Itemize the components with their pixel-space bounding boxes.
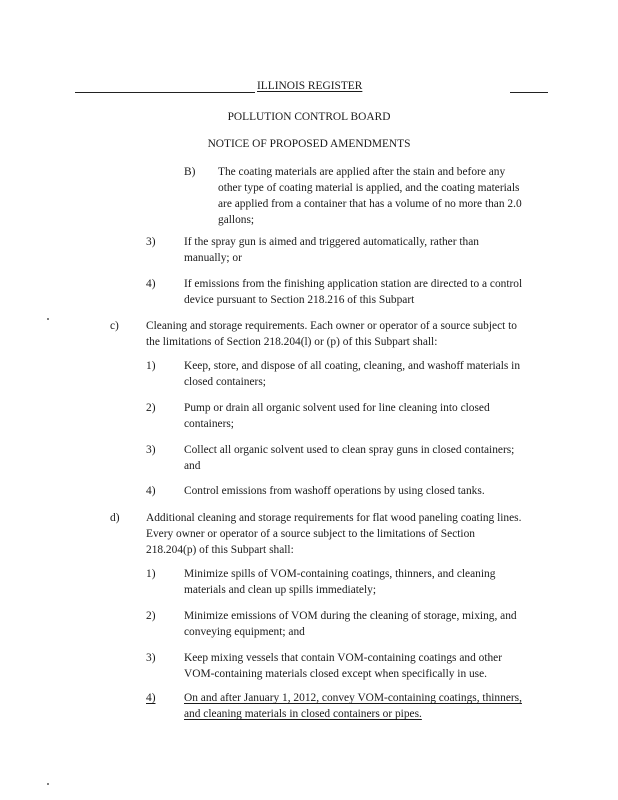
item-B-line-1: The coating materials are applied after the stain and before any [218, 166, 506, 178]
item-c-line-1: Cleaning and storage requirements. Each owner or operator of a source subject to [146, 320, 518, 332]
item-label-d: d) [110, 512, 120, 524]
item-label-d4: 4) [146, 692, 156, 704]
item-d3-line-1: Keep mixing vessels that contain VOM-containing coatings and other [184, 652, 503, 664]
item-3-line-2: manually; or [184, 252, 242, 264]
item-c4-line-1: Control emissions from washoff operations by using closed tanks. [184, 485, 485, 497]
item-B-line-4: gallons; [218, 214, 255, 226]
item-d1-line-1: Minimize spills of VOM-containing coatings, thinners, and cleaning [184, 568, 496, 580]
item-d3-line-2: VOM-containing materials closed except when specifically in use. [184, 668, 488, 680]
item-3-line-1: If the spray gun is aimed and triggered automatically, rather than [184, 236, 479, 248]
register-title: ILLINOIS REGISTER [257, 80, 363, 92]
item-label-d1: 1) [146, 568, 156, 580]
header-rule-right [510, 92, 548, 93]
item-label-c3: 3) [146, 444, 156, 456]
item-d-line-2: Every owner or operator of a source subject to the limitations of Section [146, 528, 475, 540]
item-c2-line-1: Pump or drain all organic solvent used for line cleaning into closed [184, 402, 490, 414]
item-label-c: c) [110, 320, 119, 332]
item-c2-line-2: containers; [184, 418, 234, 430]
header-rule-left [75, 92, 255, 93]
item-4-line-2: device pursuant to Section 218.216 of this Subpart [184, 294, 415, 306]
item-d2-line-2: conveying equipment; and [184, 626, 305, 638]
scan-speck [47, 783, 49, 785]
item-d4-line-2: and cleaning materials in closed containers or pipes. [184, 708, 422, 720]
notice-title: NOTICE OF PROPOSED AMENDMENTS [207, 138, 411, 150]
item-label-c2: 2) [146, 402, 156, 414]
item-d4-line-1: On and after January 1, 2012, convey VOM-containing coatings, thinners, [184, 692, 522, 704]
item-d2-line-1: Minimize emissions of VOM during the cleaning of storage, mixing, and [184, 610, 517, 622]
item-d-line-1: Additional cleaning and storage requirements for flat wood paneling coating lines. [146, 512, 522, 524]
item-label-c1: 1) [146, 360, 156, 372]
item-label-c4: 4) [146, 485, 156, 497]
item-c-line-2: the limitations of Section 218.204(l) or (p) of this Subpart shall: [146, 336, 438, 348]
item-d-line-3: 218.204(p) of this Subpart shall: [146, 544, 294, 556]
item-d1-line-2: materials and clean up spills immediately; [184, 584, 377, 596]
item-B-line-2: other type of coating material is applied, and the coating materials [218, 182, 520, 194]
item-B-line-3: are applied from a container that has a volume of no more than 2.0 [218, 198, 522, 210]
item-4-line-1: If emissions from the finishing application station are directed to a control [184, 278, 523, 290]
item-label-d2: 2) [146, 610, 156, 622]
item-c1-line-2: closed containers; [184, 376, 266, 388]
item-label-3: 3) [146, 236, 156, 248]
item-c3-line-2: and [184, 460, 201, 472]
item-label-4: 4) [146, 278, 156, 290]
item-label-B: B) [184, 166, 196, 178]
item-c3-line-1: Collect all organic solvent used to clean spray guns in closed containers; [184, 444, 515, 456]
board-title: POLLUTION CONTROL BOARD [227, 111, 391, 123]
scan-speck [47, 318, 49, 320]
item-c1-line-1: Keep, store, and dispose of all coating, cleaning, and washoff materials in [184, 360, 521, 372]
item-label-d3: 3) [146, 652, 156, 664]
